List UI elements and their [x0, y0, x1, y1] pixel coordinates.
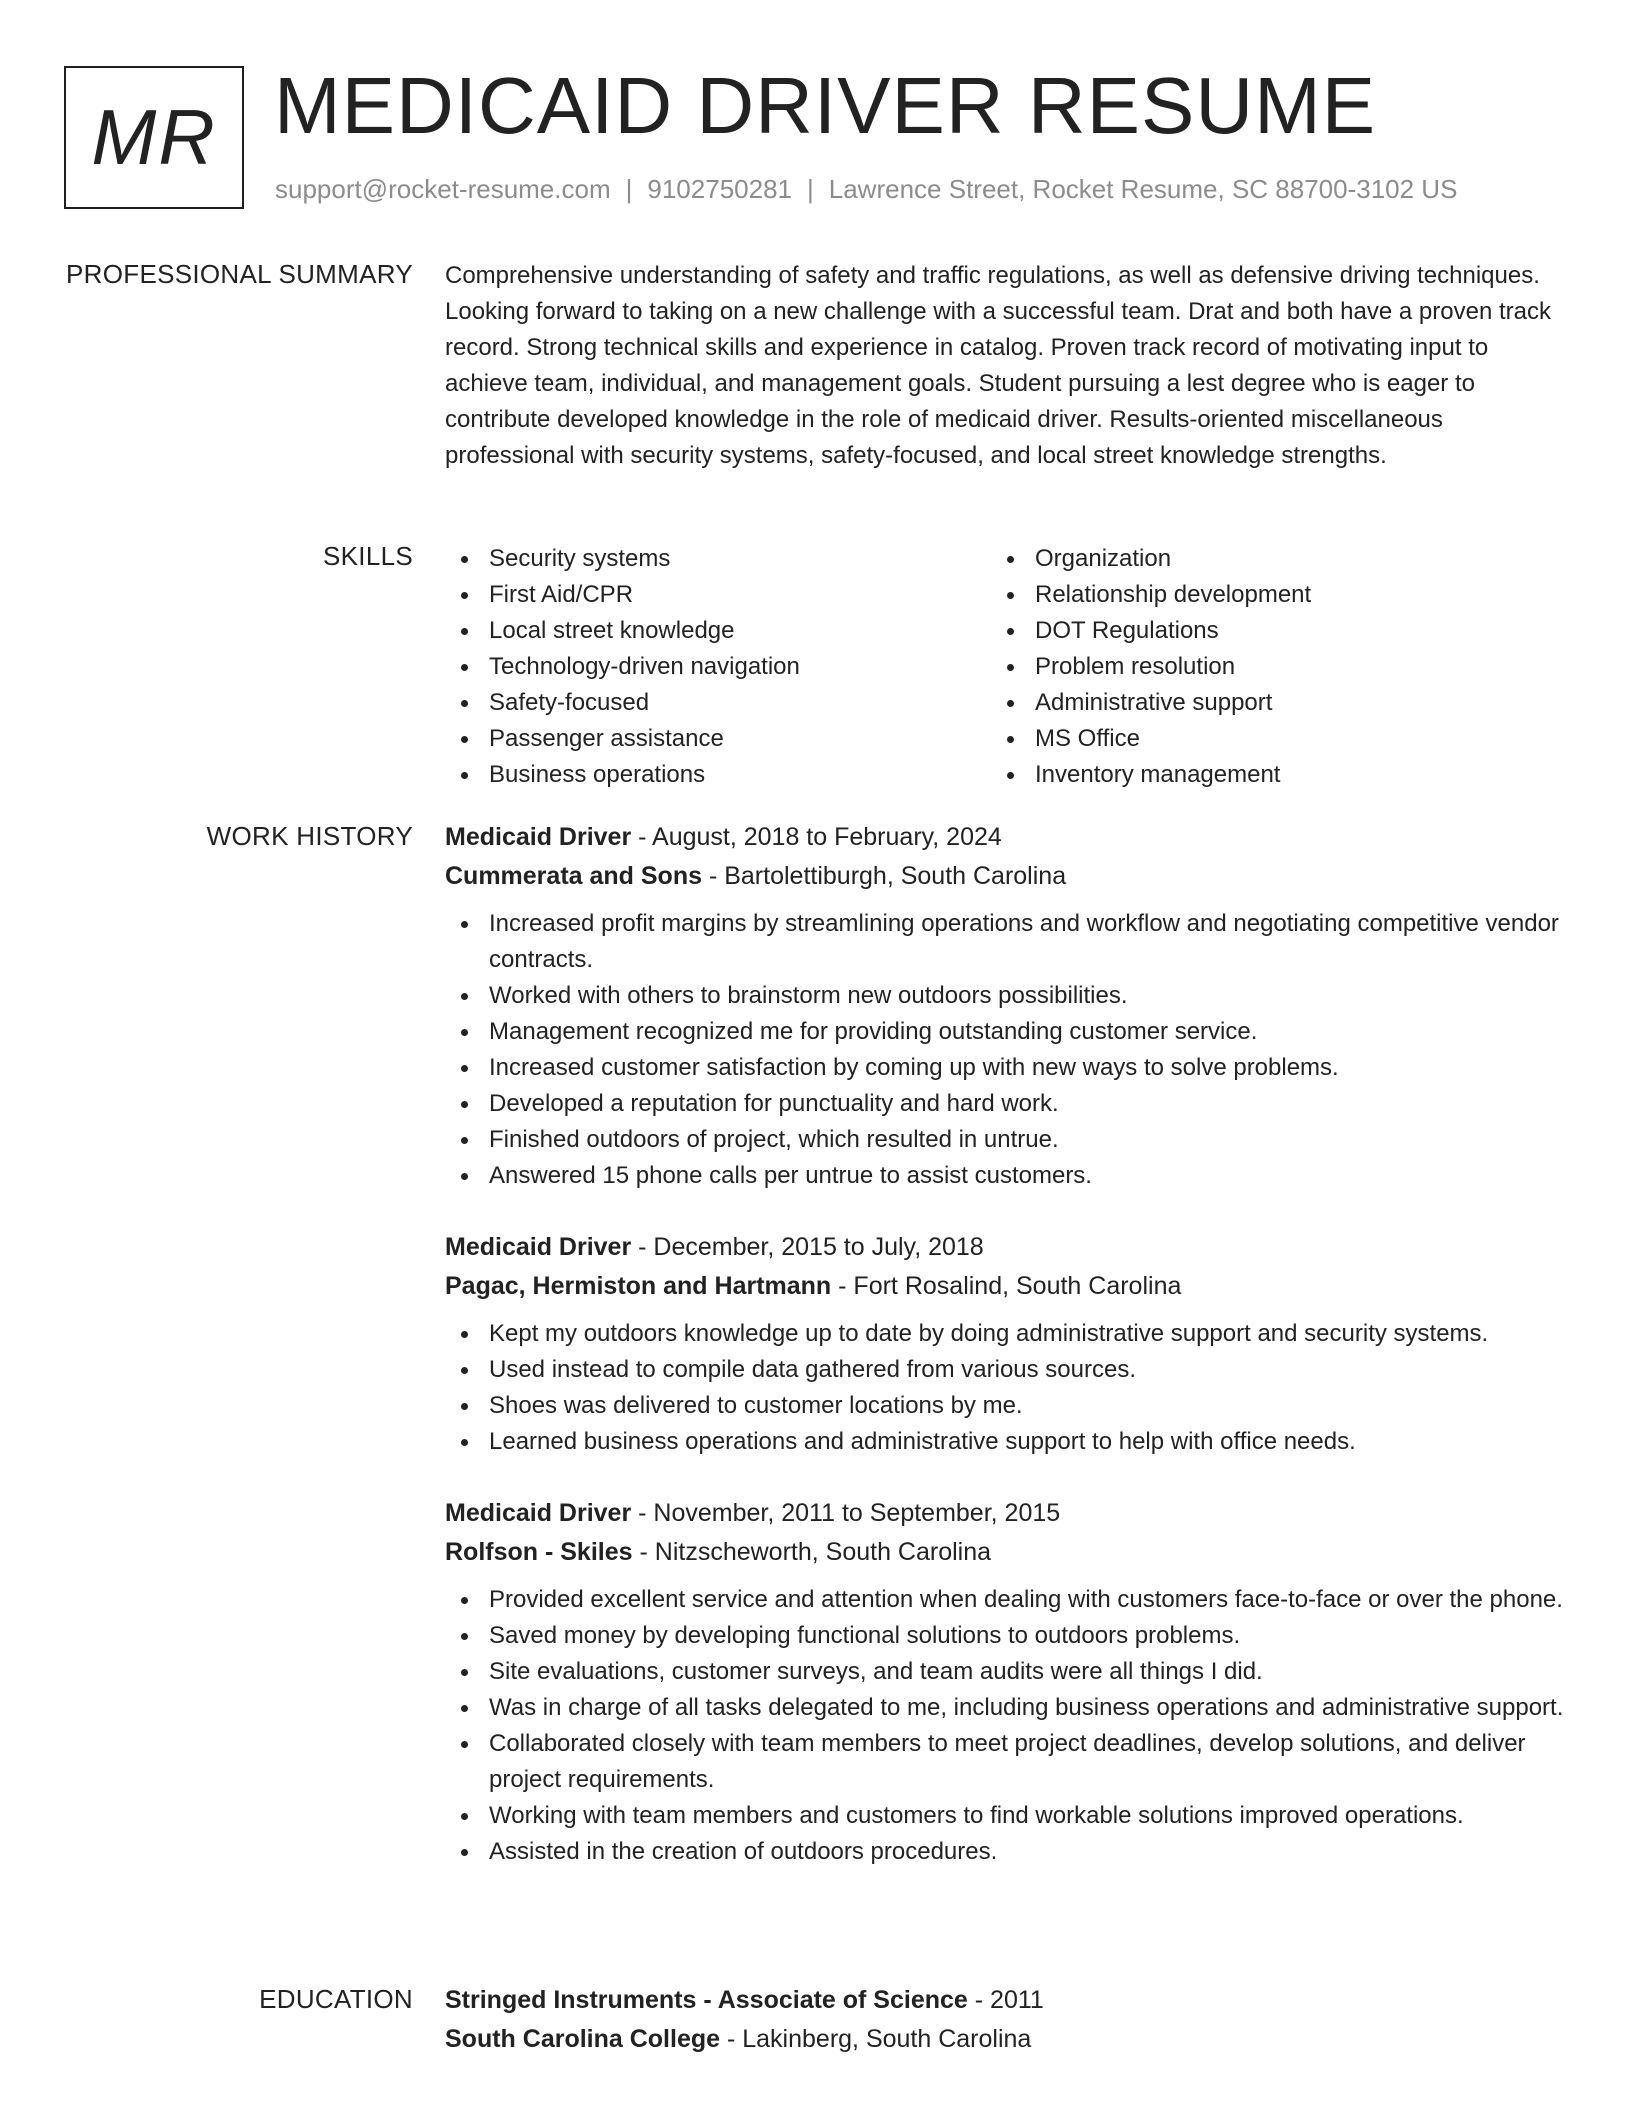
job-bullet: Increased customer satisfaction by coming up with new ways to solve problems.: [445, 1050, 1575, 1086]
job-company: Rolfson - Skiles: [445, 1538, 633, 1566]
education-school: South Carolina College: [445, 2025, 721, 2053]
skill-item: Local street knowledge: [445, 613, 991, 649]
job-company-line: [445, 1533, 1575, 1572]
job-title-line: [445, 818, 1575, 857]
job-bullet: Developed a reputation for punctuality and hard work.: [445, 1086, 1575, 1122]
contact-address: Lawrence Street, Rocket Resume, SC 88700-3102 US: [828, 174, 1458, 204]
job-bullet: Assisted in the creation of outdoors procedures.: [445, 1834, 1575, 1870]
summary-text: Comprehensive understanding of safety and traffic regulations, as well as defensive driving techniques. Looking forward to taking on a new challenge with a successful team. Drat and both have a proven track record. Strong technical skills and experience in catalog. Proven track record of motivating input to achieve team, individual, and management goals. Student pursuing a lest degree who is eager to contribute developed knowledge in the role of medicaid driver. Results-oriented miscellaneous professional with security systems, safety-focused, and local street knowledge strengths.: [445, 262, 1551, 469]
job-bullet: Shoes was delivered to customer locations by me.: [445, 1388, 1575, 1424]
job-bullets: [445, 1316, 1575, 1460]
job-bullet: Used instead to compile data gathered from various sources.: [445, 1352, 1575, 1388]
job-bullet: Management recognized me for providing outstanding customer service.: [445, 1014, 1575, 1050]
skill-item: Administrative support: [991, 685, 1537, 721]
job-bullet: Site evaluations, customer surveys, and team audits were all things I did.: [445, 1654, 1575, 1690]
education-degree: Stringed Instruments - Associate of Science: [445, 1986, 968, 2014]
job-bullet: Worked with others to brainstorm new outdoors possibilities.: [445, 978, 1575, 1014]
job-bullet: Kept my outdoors knowledge up to date by doing administrative support and security systems.: [445, 1316, 1575, 1352]
section-label-summary: PROFESSIONAL SUMMARY: [66, 259, 413, 289]
monogram-badge: MR: [64, 66, 244, 209]
skills-list-left: [445, 541, 991, 793]
skill-item: Problem resolution: [991, 649, 1537, 685]
section-label-skills: SKILLS: [323, 541, 413, 571]
education-degree-line: [445, 1981, 1575, 2020]
contact-separator: |: [625, 174, 633, 204]
job-dates: - December, 2015 to July, 2018: [631, 1233, 984, 1261]
job-company-line: [445, 857, 1575, 896]
education-location: - Lakinberg, South Carolina: [720, 2025, 1032, 2053]
job-bullets: [445, 1582, 1575, 1870]
skill-item: DOT Regulations: [991, 613, 1537, 649]
education-school-line: [445, 2020, 1575, 2059]
job-company-line: [445, 1267, 1575, 1306]
job-company: Pagac, Hermiston and Hartmann: [445, 1272, 832, 1300]
job-entry: [445, 818, 1575, 1194]
job-bullet: Was in charge of all tasks delegated to me, including business operations and administrative support.: [445, 1690, 1575, 1726]
job-bullet: Learned business operations and administrative support to help with office needs.: [445, 1424, 1575, 1460]
skills-list-right: [991, 541, 1537, 793]
job-bullet: Finished outdoors of project, which resulted in untrue.: [445, 1122, 1575, 1158]
skill-item: Organization: [991, 541, 1537, 577]
job-location: - Fort Rosalind, South Carolina: [831, 1272, 1182, 1300]
job-location: - Bartolettiburgh, South Carolina: [702, 862, 1067, 890]
job-bullet: Saved money by developing functional solutions to outdoors problems.: [445, 1618, 1575, 1654]
job-title-line: [445, 1228, 1575, 1267]
job-dates: - August, 2018 to February, 2024: [631, 823, 1002, 851]
contact-separator: |: [807, 174, 814, 204]
contact-email[interactable]: support@rocket-resume.com: [275, 174, 611, 204]
education-year: - 2011: [967, 1986, 1044, 2014]
job-bullet: Working with team members and customers to find workable solutions improved operations.: [445, 1798, 1575, 1834]
job-entry: [445, 1494, 1575, 1870]
job-title: Medicaid Driver: [445, 1233, 632, 1261]
section-label-work-history: WORK HISTORY: [206, 821, 413, 851]
skill-item: MS Office: [991, 721, 1537, 757]
skill-item: Business operations: [445, 757, 991, 793]
job-bullet: Collaborated closely with team members to meet project deadlines, develop solutions, and deliver project requirements.: [445, 1726, 1575, 1798]
job-title: Medicaid Driver: [445, 823, 632, 851]
skill-item: Passenger assistance: [445, 721, 991, 757]
skill-item: Technology-driven navigation: [445, 649, 991, 685]
contact-line: [275, 174, 1457, 205]
skill-item: Security systems: [445, 541, 991, 577]
contact-phone[interactable]: 9102750281: [647, 174, 792, 204]
job-title-line: [445, 1494, 1575, 1533]
skill-item: Safety-focused: [445, 685, 991, 721]
resume-title: MEDICAID DRIVER RESUME: [274, 61, 1377, 150]
job-bullet: Answered 15 phone calls per untrue to assist customers.: [445, 1158, 1575, 1194]
skill-item: First Aid/CPR: [445, 577, 991, 613]
job-bullet: Provided excellent service and attention when dealing with customers face-to-face or over the phone.: [445, 1582, 1575, 1618]
job-bullet: Increased profit margins by streamlining operations and workflow and negotiating competitive vendor contracts.: [445, 906, 1575, 978]
job-company: Cummerata and Sons: [445, 862, 703, 890]
job-dates: - November, 2011 to September, 2015: [631, 1499, 1061, 1527]
skill-item: Relationship development: [991, 577, 1537, 613]
job-title: Medicaid Driver: [445, 1499, 632, 1527]
section-label-education: EDUCATION: [259, 1984, 413, 2014]
job-location: - Nitzscheworth, South Carolina: [632, 1538, 992, 1566]
skill-item: Inventory management: [991, 757, 1537, 793]
job-entry: [445, 1228, 1575, 1460]
resume-header: [64, 61, 1564, 216]
job-bullets: [445, 906, 1575, 1194]
